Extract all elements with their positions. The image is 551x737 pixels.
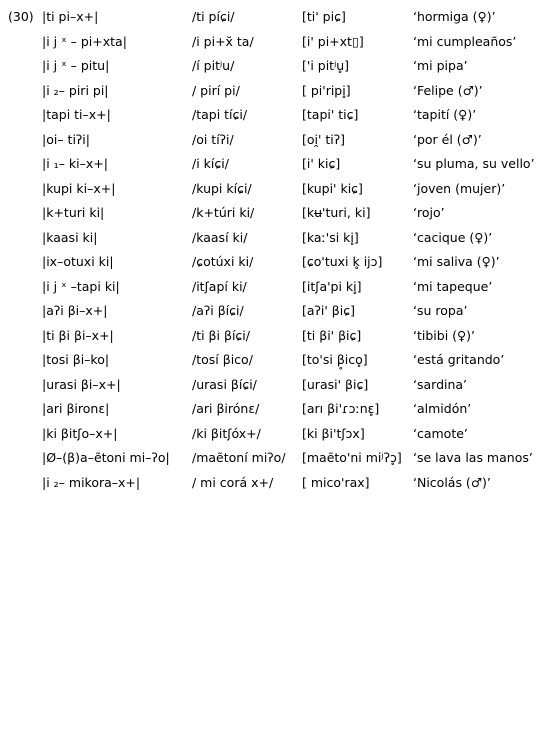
underlying-form: |ti βi βi–x+| [42, 327, 114, 343]
phonological-form: /i pi+x̆ ta/ [192, 33, 254, 49]
table-row [0, 278, 551, 303]
phonological-form: /i kíɕi/ [192, 156, 229, 171]
table-row [0, 180, 551, 205]
underlying-form: |ix–otuxi ki| [42, 254, 114, 269]
phonetic-form: [i' pi+xt▯] [302, 33, 364, 49]
underlying-form: |i j ˣ – pi+xta| [42, 33, 127, 49]
table-row [0, 57, 551, 82]
gloss: ‘cacique (♀)’ [413, 229, 493, 245]
phonetic-form: [ɕo'tuxi k̥ ijɔ] [302, 254, 383, 269]
phonological-form: /ari βirónɛ/ [192, 401, 260, 416]
phonological-form: /k+túri ki/ [192, 205, 255, 220]
phonetic-form: [oi̯' tiʔ] [302, 131, 346, 147]
phonetic-form: [tapi' tiɕ] [302, 107, 359, 122]
underlying-form: |ki βitʃo–x+| [42, 425, 118, 441]
gloss: ‘Nicolás (♂)’ [413, 474, 491, 490]
phonological-form: /urasi βíɕi/ [192, 376, 257, 392]
gloss: ‘sardina’ [413, 376, 468, 392]
phonetic-form: [arı βi'ɾɔːnɛ̥] [302, 401, 380, 416]
table-row [0, 253, 551, 278]
phonological-form: /oi tíʔi/ [192, 131, 234, 147]
table-row [0, 400, 551, 425]
gloss: ‘se lava las manos’ [413, 450, 533, 465]
underlying-form: |kupi ki–x+| [42, 180, 116, 196]
gloss: ‘por él (♂)’ [413, 131, 482, 147]
phonological-form: /í pitʲu/ [192, 58, 235, 73]
gloss: ‘mi saliva (♀)’ [413, 254, 500, 269]
underlying-form: |i ₁– ki–x+| [42, 156, 108, 171]
phonological-form: /ti βi βíɕi/ [192, 327, 250, 343]
phonetic-form: [ti βi' βiɕ] [302, 327, 362, 343]
phonological-form: /tapi tíɕi/ [192, 107, 248, 122]
gloss: ‘hormiga (♀)’ [413, 9, 496, 24]
phonological-form: /aʔi βíɕi/ [192, 303, 244, 318]
phonetic-form: [to'si β̥ico̥] [302, 352, 368, 367]
table-row [0, 8, 551, 33]
underlying-form: |ari βironɛ| [42, 401, 110, 416]
gloss: ‘rojo’ [413, 205, 445, 220]
table-row [0, 106, 551, 131]
phonetic-form: ['i pitʲu̥] [302, 58, 350, 73]
phonological-form: /tosí βico/ [192, 352, 253, 367]
underlying-form: |aʔi βi–x+| [42, 303, 108, 318]
gloss: ‘mi cumpleaños’ [413, 33, 517, 49]
phonetic-form: [kupi' kiɕ] [302, 180, 363, 196]
phonetic-form: [ti' piɕ] [302, 9, 346, 24]
phonological-form: /ti píɕi/ [192, 9, 235, 24]
underlying-form: |i j ˣ –tapi ki| [42, 278, 120, 294]
phonological-form: /kaasí ki/ [192, 229, 248, 245]
gloss: ‘está gritando’ [413, 352, 505, 367]
gloss: ‘tapití (♀)’ [413, 107, 477, 122]
table-row [0, 425, 551, 450]
phonetic-form: [i' kiɕ] [302, 156, 341, 171]
gloss: ‘su ropa’ [413, 303, 468, 318]
phonological-form: / pirí pi/ [192, 82, 240, 98]
underlying-form: |i j ˣ – pitu| [42, 58, 110, 73]
table-row [0, 204, 551, 229]
underlying-form: |i ₂– piri pi| [42, 82, 109, 98]
phonological-form: /ɕotúxi ki/ [192, 254, 254, 269]
example-number: (30) [8, 9, 34, 24]
gloss: ‘Felipe (♂)’ [413, 82, 483, 98]
underlying-form: |tapi ti–x+| [42, 107, 111, 122]
phonological-form: / mi corá x+/ [192, 474, 274, 490]
phonological-form: /ki βitʃóx+/ [192, 425, 261, 441]
gloss: ‘mi pipa’ [413, 58, 468, 73]
table-row [0, 82, 551, 107]
underlying-form: |k+turi ki| [42, 205, 105, 220]
phonetic-form: [ki βi'tʃɔx] [302, 425, 365, 441]
underlying-form: |Ø–(β)a–ẽtoni mi–ʔo| [42, 450, 170, 465]
underlying-form: |i ₂– mikora–x+| [42, 474, 141, 490]
gloss: ‘almidón’ [413, 401, 472, 416]
gloss: ‘camote’ [413, 425, 468, 441]
underlying-form: |ti pi–x+| [42, 9, 99, 24]
underlying-form: |kaasi ki| [42, 229, 98, 245]
gloss: ‘su pluma, su vello’ [413, 156, 535, 171]
table-row [0, 155, 551, 180]
table-row [0, 351, 551, 376]
phonetic-form: [urasi' βiɕ] [302, 376, 369, 392]
table-row [0, 33, 551, 58]
underlying-form: |urasi βi–x+| [42, 376, 121, 392]
gloss: ‘joven (mujer)’ [413, 180, 506, 196]
example-table [0, 8, 551, 498]
table-row [0, 229, 551, 254]
underlying-form: |oi– tiʔi| [42, 131, 90, 147]
phonological-form: /itʃapí ki/ [192, 278, 247, 294]
table-row [0, 474, 551, 499]
phonetic-form: [kʉ'turi, ki] [302, 205, 371, 220]
phonetic-form: [ pi'ripi̥] [302, 82, 351, 98]
gloss: ‘tibibi (♀)’ [413, 327, 476, 343]
phonetic-form: [maẽto'ni miʲʔɔ̥] [302, 450, 402, 465]
table-row [0, 449, 551, 474]
gloss: ‘mi tapeque’ [413, 278, 493, 294]
table-row [0, 376, 551, 401]
phonological-form: /maẽtoní miʔo/ [192, 450, 286, 465]
phonetic-form: [itʃa'pi ki̥] [302, 278, 362, 294]
underlying-form: |tosi βi–ko| [42, 352, 110, 367]
table-row [0, 131, 551, 156]
phonetic-form: [aʔi' βiɕ] [302, 303, 355, 318]
phonological-form: /kupi kíɕi/ [192, 180, 252, 196]
table-row [0, 327, 551, 352]
phonetic-form: [ mico'rax] [302, 474, 370, 490]
phonetic-form: [kaː'si ki̥] [302, 229, 359, 245]
table-row [0, 302, 551, 327]
